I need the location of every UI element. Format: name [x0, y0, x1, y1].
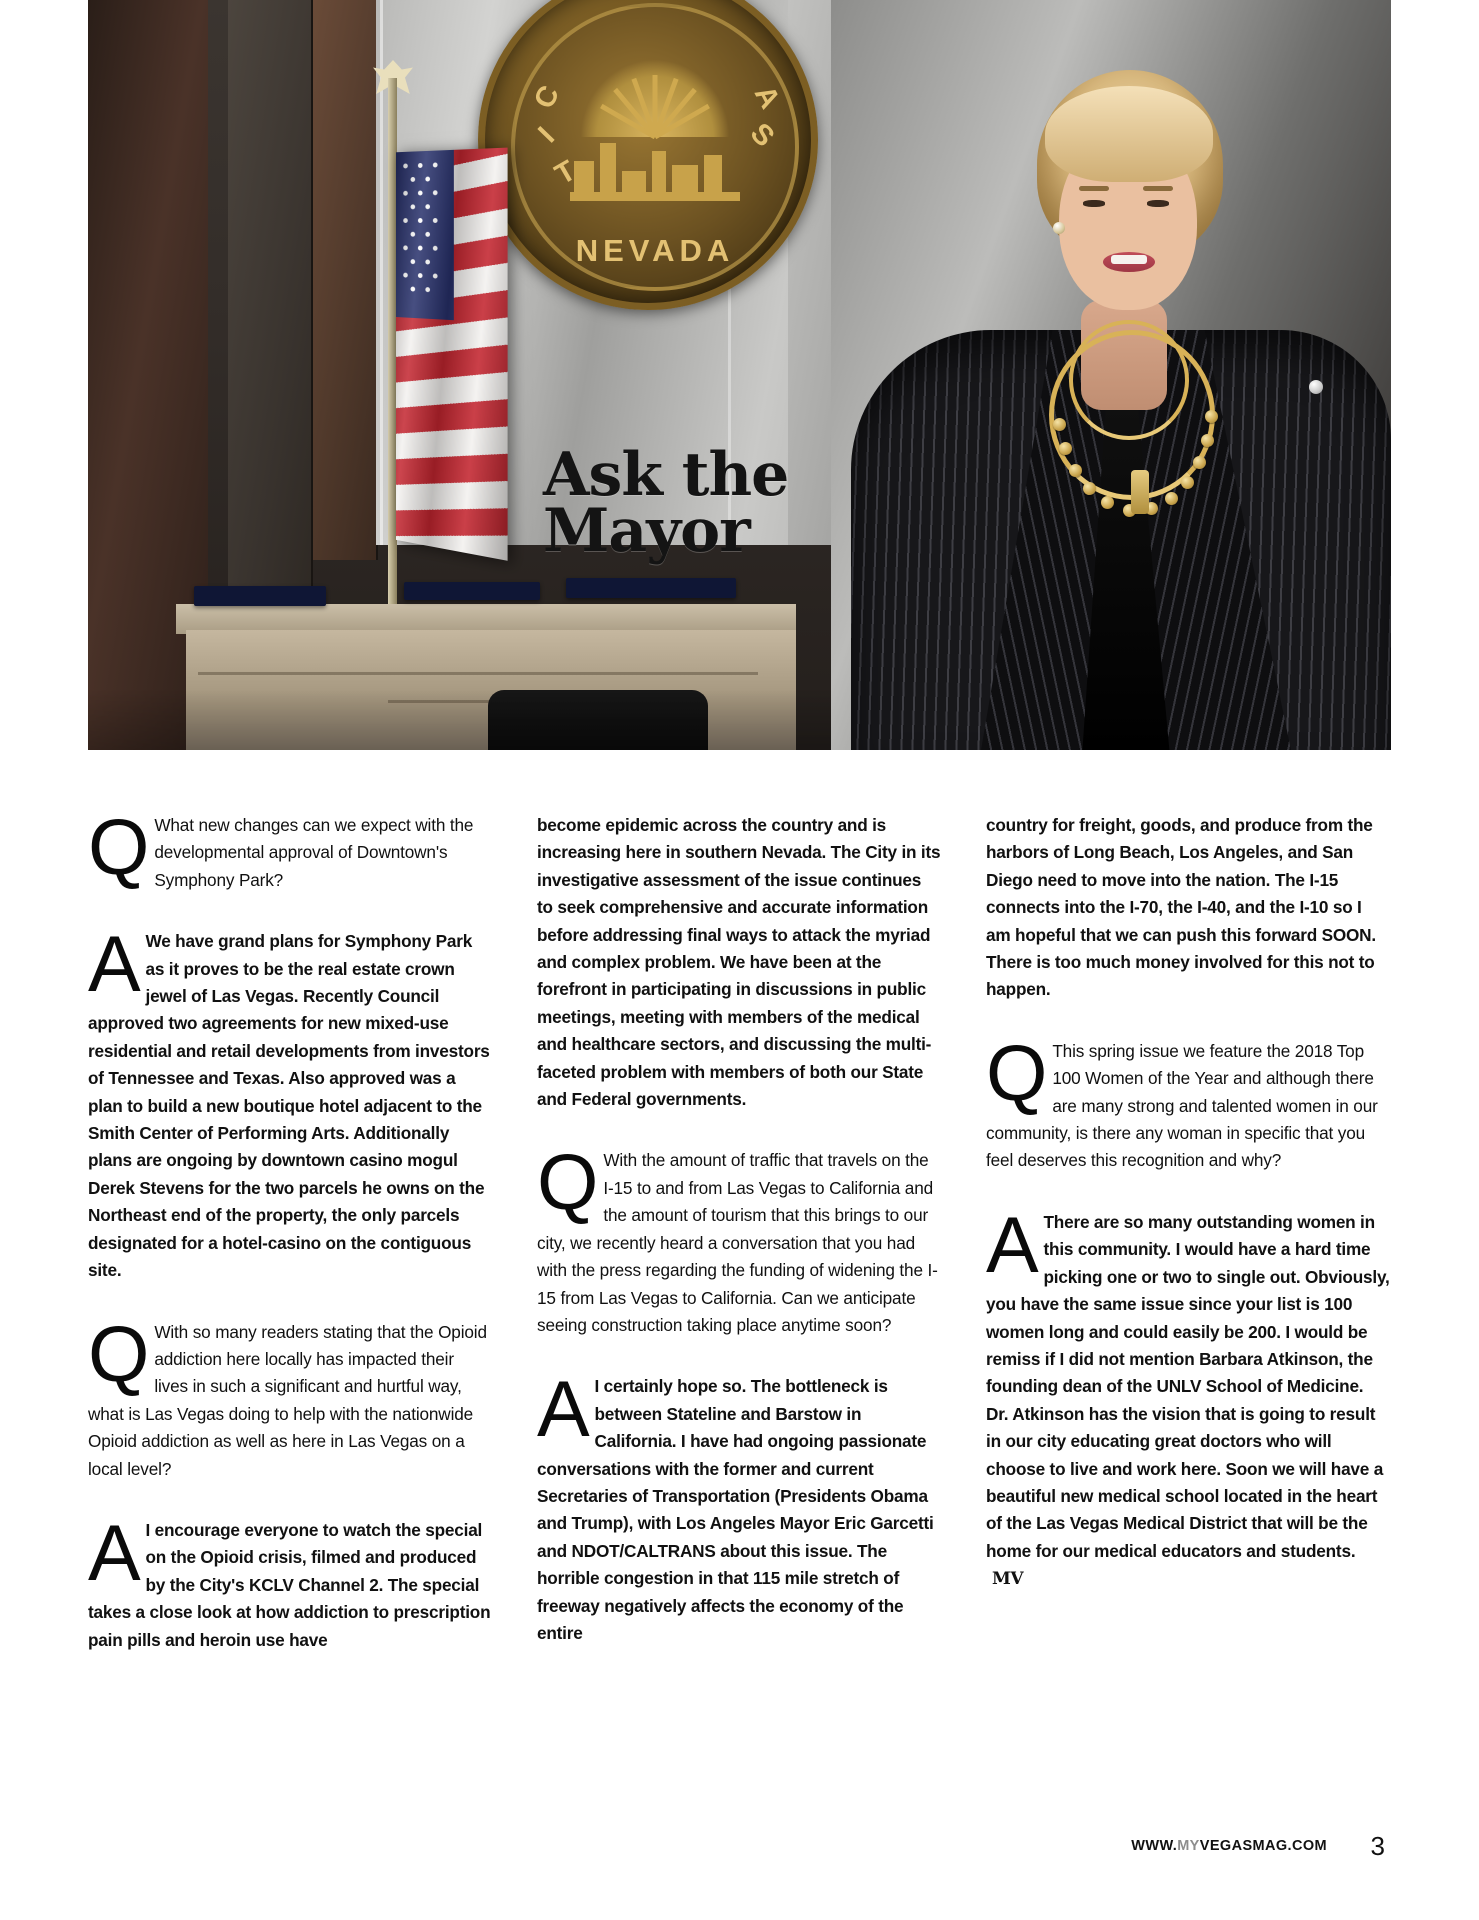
mayor-portrait [831, 0, 1391, 750]
answer-text: I encourage everyone to watch the special on the Opioid crisis, filmed and produced by the City's KCLV Channel 2. The special takes a close look at how addiction to prescription pain pills and heroin use have [88, 1519, 491, 1650]
article-column-2 [537, 812, 941, 1654]
eye-left [1083, 200, 1105, 207]
hair-front [1045, 86, 1213, 182]
desk-folder [404, 582, 540, 600]
seal-letter: T [549, 154, 582, 192]
dropcap-a: A [88, 919, 141, 1009]
qa-block-answer [88, 1507, 492, 1654]
qa-block-answer [537, 1364, 941, 1647]
page-title-line-1: Ask the [543, 440, 789, 510]
article-column-1 [88, 802, 492, 1654]
article-column-3 [986, 812, 1390, 1654]
footer-website-url [1131, 1838, 1327, 1854]
url-brand: MY [1177, 1838, 1200, 1854]
page-title-line-2: Mayor [543, 495, 750, 566]
question-text: With so many readers stating that the Opioid addiction here locally has impacted their lives in such a significant and hurtful way, what is Las Vegas doing to help with the nationwide Opioid addiction as well as here in Las Vegas on a local level? [88, 1321, 487, 1479]
seal-letter: I [532, 121, 561, 150]
seal-letter: C [527, 80, 567, 115]
eyebrow-right [1143, 186, 1173, 191]
desk-seam [198, 672, 758, 675]
city-seal-inner [511, 3, 799, 291]
seal-text-nevada: NEVADA [575, 233, 735, 268]
lapel-pin [1309, 380, 1323, 394]
teeth [1111, 255, 1147, 264]
page-number: 3 [1370, 1831, 1385, 1861]
city-seal [478, 0, 818, 310]
answer-text-continued: country for freight, goods, and produce from the harbors of Long Beach, Los Angeles, and San Diego need to move into the nation. The I-15 connects into the I-70, the I-40, and the I-10 so I am hopeful that we can push this forward SOON. There is too much money involved for this not to happen. [986, 815, 1376, 1000]
url-prefix: WWW. [1131, 1838, 1178, 1854]
qa-block-question [537, 1137, 941, 1339]
dropcap-a: A [986, 1199, 1039, 1289]
qa-block-question [986, 1027, 1390, 1175]
wall-panel [313, 0, 378, 560]
seal-letter: S [743, 117, 780, 154]
answer-text: We have grand plans for Symphony Park as it proves to be the real estate crown jewel of Las Vegas. Recently Council approved two agreements for new mixed-use residential and retail developments from investors of Tennessee and Texas. Also approved was a plan to build a new boutique hotel adjacent to the Smith Center of Performing Arts. Additionally plans are ongoing by downtown casino mogul Derek Stevens for the two parcels he owns on the Northeast end of the property, the only parcels designated for a hotel-casino on the contiguous site. [88, 931, 490, 1281]
desk-folder [566, 578, 736, 598]
dropcap-a: A [537, 1364, 590, 1454]
seal-skyline [570, 129, 740, 201]
question-text: This spring issue we feature the 2018 Top 100 Women of the Year and although there are many strong and talented women in our community, is there any woman in specific that you feel deserves this recognition and why? [986, 1040, 1378, 1171]
page-footer [0, 1831, 1479, 1878]
answer-text: There are so many outstanding women in this community. I would have a hard time picking one or two to single out. Obviously, you have the same issue since your list is 100 women long and could easily be 200. I would be remiss if I did not mention Barbara Atkinson, the founding dean of the UNLV School of Medicine. Dr. Atkinson has the vision that is going to result in our city educating great doctors who will choose to live and work here. Soon we will have a beautiful new medical school located in the heart of the Las Vegas Medical District that will be the home for our medical educators and students. [986, 1211, 1390, 1561]
earring [1053, 222, 1065, 234]
flag-shading [396, 148, 508, 561]
qa-block-answer-continued [986, 812, 1390, 1004]
article-body [88, 802, 1391, 1654]
american-flag [396, 148, 508, 561]
dropcap-q: Q [986, 1027, 1048, 1117]
seal-letter: A [747, 80, 787, 115]
seal-sun [580, 59, 730, 137]
end-mark: MV [992, 1569, 1024, 1590]
page-title [543, 440, 789, 566]
pendant [1131, 470, 1149, 514]
qa-block-question [88, 802, 492, 894]
qa-block-question [88, 1308, 492, 1483]
eyebrow-left [1079, 186, 1109, 191]
qa-block-answer-continued [537, 812, 941, 1113]
url-suffix: VEGASMAG.COM [1199, 1838, 1327, 1854]
dropcap-q: Q [88, 1308, 150, 1398]
desk-folder [194, 586, 326, 606]
question-text: With the amount of traffic that travels on the I-15 to and from Las Vegas to California and the amount of tourism that this brings to our city, we recently heard a conversation that you had with the press regarding the funding of widening the I-15 from Las Vegas to California. Can we anticipate seeing construction taking place anytime soon? [537, 1150, 938, 1335]
dropcap-a: A [88, 1507, 141, 1597]
answer-text: I certainly hope so. The bottleneck is between Stateline and Barstow in California. I have had ongoing passionate conversations with the former and current Secretaries of Transportation (Presidents Obama and Trump), with Los Angeles Mayor Eric Garcetti and NDOT/CALTRANS about this issue. The horrible congestion in that 115 mile stretch of freeway negatively affects the economy of the entire [537, 1376, 934, 1643]
dropcap-q: Q [537, 1137, 599, 1227]
question-text: What new changes can we expect with the developmental approval of Downtown's Symphony Park? [154, 815, 474, 890]
qa-block-answer [88, 919, 492, 1284]
dropcap-q: Q [88, 802, 150, 891]
qa-block-answer [986, 1199, 1390, 1594]
answer-text-continued: become epidemic across the country and is increasing here in southern Nevada. The City in its investigative assessment of the issue continues to seek comprehensive and accurate information before addressing final ways to attack the myriad and complex problem. We have been at the forefront in participating in discussions in public meetings, meeting with members of the medical and healthcare sectors, and discussing the multi-faceted problem with members of both our State and Federal governments. [537, 815, 941, 1110]
hero-photo [88, 0, 1391, 750]
eye-right [1147, 200, 1169, 207]
